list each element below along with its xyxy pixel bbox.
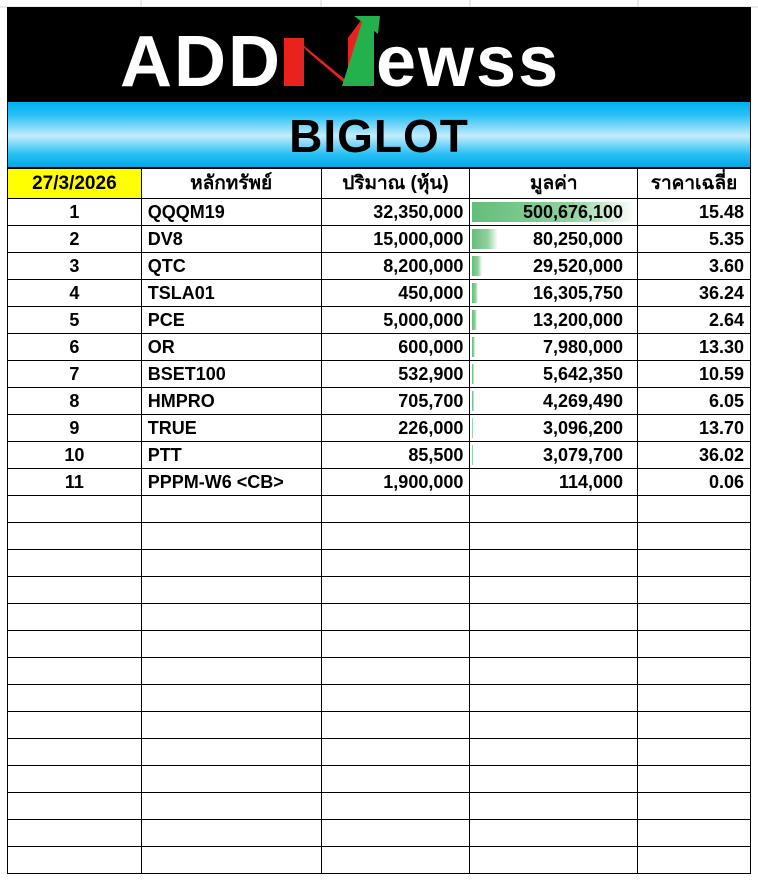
empty-row	[8, 793, 751, 820]
empty-cell	[141, 820, 321, 847]
volume-cell: 32,350,000	[321, 199, 470, 226]
empty-cell	[8, 604, 142, 631]
avg-price-cell: 13.30	[638, 334, 751, 361]
value-text: 114,000	[558, 472, 624, 492]
volume-cell: 226,000	[321, 415, 470, 442]
empty-cell	[8, 766, 142, 793]
avg-price-cell: 36.02	[638, 442, 751, 469]
volume-cell: 8,200,000	[321, 253, 470, 280]
value-data-bar	[472, 229, 498, 249]
table-row	[8, 415, 751, 442]
value-text: 5,642,350	[542, 364, 624, 384]
value-cell	[470, 253, 638, 280]
table-row	[8, 199, 751, 226]
biglot-sheet	[7, 7, 751, 892]
empty-cell	[638, 523, 751, 550]
value-text: 80,250,000	[532, 229, 624, 249]
empty-cell	[321, 550, 470, 577]
symbol-cell: TRUE	[141, 415, 321, 442]
symbol-cell: TSLA01	[141, 280, 321, 307]
table-row	[8, 469, 751, 496]
value-cell	[470, 199, 638, 226]
empty-cell	[8, 685, 142, 712]
empty-cell	[470, 739, 638, 766]
empty-cell	[321, 496, 470, 523]
empty-row	[8, 658, 751, 685]
empty-row	[8, 577, 751, 604]
empty-cell	[321, 712, 470, 739]
empty-row	[8, 712, 751, 739]
empty-cell	[141, 847, 321, 874]
value-text: 4,269,490	[542, 391, 624, 411]
empty-cell	[470, 577, 638, 604]
value-cell	[470, 226, 638, 253]
value-text: 29,520,000	[532, 256, 624, 276]
symbol-cell: QTC	[141, 253, 321, 280]
avg-price-cell: 36.24	[638, 280, 751, 307]
value-data-bar	[472, 283, 477, 303]
empty-cell	[470, 793, 638, 820]
avg-price-cell: 6.05	[638, 388, 751, 415]
empty-cell	[141, 712, 321, 739]
col-header-volume: ปริมาณ (หุ้น)	[321, 169, 470, 199]
empty-cell	[141, 685, 321, 712]
table-row	[8, 388, 751, 415]
empty-cell	[141, 739, 321, 766]
empty-cell	[470, 820, 638, 847]
symbol-cell: BSET100	[141, 361, 321, 388]
empty-row	[8, 496, 751, 523]
avg-price-cell: 13.70	[638, 415, 751, 442]
empty-cell	[141, 631, 321, 658]
volume-cell: 600,000	[321, 334, 470, 361]
value-text: 13,200,000	[532, 310, 624, 330]
empty-cell	[638, 766, 751, 793]
empty-row	[8, 631, 751, 658]
logo-banner	[7, 7, 751, 102]
value-data-bar	[472, 337, 475, 357]
symbol-cell: HMPRO	[141, 388, 321, 415]
value-cell	[470, 361, 638, 388]
empty-cell	[470, 604, 638, 631]
value-text: 3,096,200	[542, 418, 624, 438]
empty-cell	[321, 847, 470, 874]
empty-cell	[638, 658, 751, 685]
empty-row	[8, 604, 751, 631]
empty-cell	[141, 523, 321, 550]
table-row	[8, 226, 751, 253]
empty-cell	[638, 820, 751, 847]
empty-row	[8, 847, 751, 874]
empty-row	[8, 766, 751, 793]
empty-cell	[321, 631, 470, 658]
avg-price-cell: 0.06	[638, 469, 751, 496]
avg-price-cell: 10.59	[638, 361, 751, 388]
table-row	[8, 334, 751, 361]
empty-cell	[8, 712, 142, 739]
value-data-bar	[472, 310, 476, 330]
empty-cell	[321, 604, 470, 631]
empty-cell	[470, 658, 638, 685]
value-data-bar	[472, 391, 473, 411]
empty-cell	[321, 685, 470, 712]
empty-cell	[321, 739, 470, 766]
empty-row	[8, 685, 751, 712]
avg-price-cell: 5.35	[638, 226, 751, 253]
empty-row	[8, 523, 751, 550]
value-data-bar	[472, 256, 482, 276]
volume-cell: 15,000,000	[321, 226, 470, 253]
empty-cell	[470, 847, 638, 874]
empty-cell	[321, 793, 470, 820]
rank-cell: 7	[8, 361, 142, 388]
empty-row	[8, 739, 751, 766]
empty-cell	[638, 712, 751, 739]
value-data-bar	[472, 418, 473, 438]
rank-cell: 9	[8, 415, 142, 442]
rank-cell: 10	[8, 442, 142, 469]
rank-cell: 3	[8, 253, 142, 280]
empty-cell	[8, 739, 142, 766]
volume-cell: 705,700	[321, 388, 470, 415]
empty-cell	[141, 550, 321, 577]
volume-cell: 532,900	[321, 361, 470, 388]
value-text: 3,079,700	[542, 445, 624, 465]
value-text: 16,305,750	[532, 283, 624, 303]
trade-date: 27/3/2026	[8, 169, 142, 199]
empty-cell	[141, 658, 321, 685]
value-text: 7,980,000	[542, 337, 624, 357]
table-row	[8, 280, 751, 307]
rank-cell: 4	[8, 280, 142, 307]
volume-cell: 5,000,000	[321, 307, 470, 334]
empty-cell	[321, 577, 470, 604]
addnewss-logo	[8, 8, 752, 103]
empty-cell	[470, 766, 638, 793]
empty-cell	[141, 793, 321, 820]
symbol-cell: PCE	[141, 307, 321, 334]
empty-cell	[141, 577, 321, 604]
empty-cell	[8, 577, 142, 604]
empty-cell	[638, 847, 751, 874]
empty-cell	[8, 793, 142, 820]
empty-cell	[141, 604, 321, 631]
symbol-cell: DV8	[141, 226, 321, 253]
empty-cell	[321, 523, 470, 550]
symbol-cell: OR	[141, 334, 321, 361]
empty-cell	[8, 847, 142, 874]
table-row	[8, 361, 751, 388]
rank-cell: 8	[8, 388, 142, 415]
value-data-bar	[472, 364, 474, 384]
empty-cell	[321, 820, 470, 847]
logo-n-mark	[284, 16, 380, 86]
symbol-cell: PPPM-W6 <CB>	[141, 469, 321, 496]
rank-cell: 11	[8, 469, 142, 496]
empty-cell	[638, 496, 751, 523]
table-row	[8, 253, 751, 280]
value-data-bar	[472, 445, 473, 465]
empty-cell	[470, 496, 638, 523]
empty-cell	[638, 739, 751, 766]
value-cell	[470, 388, 638, 415]
empty-cell	[638, 631, 751, 658]
empty-cell	[638, 685, 751, 712]
col-header-security: หลักทรัพย์	[141, 169, 321, 199]
table-row	[8, 307, 751, 334]
value-cell	[470, 469, 638, 496]
empty-cell	[470, 523, 638, 550]
empty-cell	[638, 604, 751, 631]
rank-cell: 1	[8, 199, 142, 226]
avg-price-cell: 3.60	[638, 253, 751, 280]
table-row	[8, 442, 751, 469]
empty-cell	[321, 766, 470, 793]
page-title: BIGLOT	[289, 110, 469, 162]
empty-cell	[8, 631, 142, 658]
empty-cell	[321, 658, 470, 685]
empty-cell	[8, 820, 142, 847]
empty-cell	[470, 712, 638, 739]
empty-cell	[8, 658, 142, 685]
value-cell	[470, 442, 638, 469]
empty-cell	[470, 685, 638, 712]
empty-cell	[141, 766, 321, 793]
avg-price-cell: 2.64	[638, 307, 751, 334]
table-header-row	[8, 169, 751, 199]
value-cell	[470, 280, 638, 307]
biglot-table	[7, 168, 751, 874]
empty-cell	[638, 550, 751, 577]
empty-cell	[638, 577, 751, 604]
value-text: 500,676,100	[522, 202, 624, 222]
rank-cell: 6	[8, 334, 142, 361]
empty-cell	[638, 793, 751, 820]
volume-cell: 85,500	[321, 442, 470, 469]
value-cell	[470, 415, 638, 442]
empty-cell	[8, 496, 142, 523]
empty-cell	[8, 550, 142, 577]
svg-text:ewss: ewss	[376, 22, 561, 102]
svg-text:ADD: ADD	[120, 22, 282, 102]
empty-row	[8, 820, 751, 847]
volume-cell: 450,000	[321, 280, 470, 307]
empty-cell	[470, 631, 638, 658]
rank-cell: 5	[8, 307, 142, 334]
rank-cell: 2	[8, 226, 142, 253]
col-header-value: มูลค่า	[470, 169, 638, 199]
empty-cell	[141, 496, 321, 523]
empty-cell	[470, 550, 638, 577]
col-header-avg-price: ราคาเฉลี่ย	[638, 169, 751, 199]
symbol-cell: PTT	[141, 442, 321, 469]
volume-cell: 1,900,000	[321, 469, 470, 496]
value-cell	[470, 307, 638, 334]
avg-price-cell: 15.48	[638, 199, 751, 226]
value-cell	[470, 334, 638, 361]
symbol-cell: QQQM19	[141, 199, 321, 226]
title-bar	[7, 102, 751, 168]
empty-row	[8, 550, 751, 577]
empty-cell	[8, 523, 142, 550]
